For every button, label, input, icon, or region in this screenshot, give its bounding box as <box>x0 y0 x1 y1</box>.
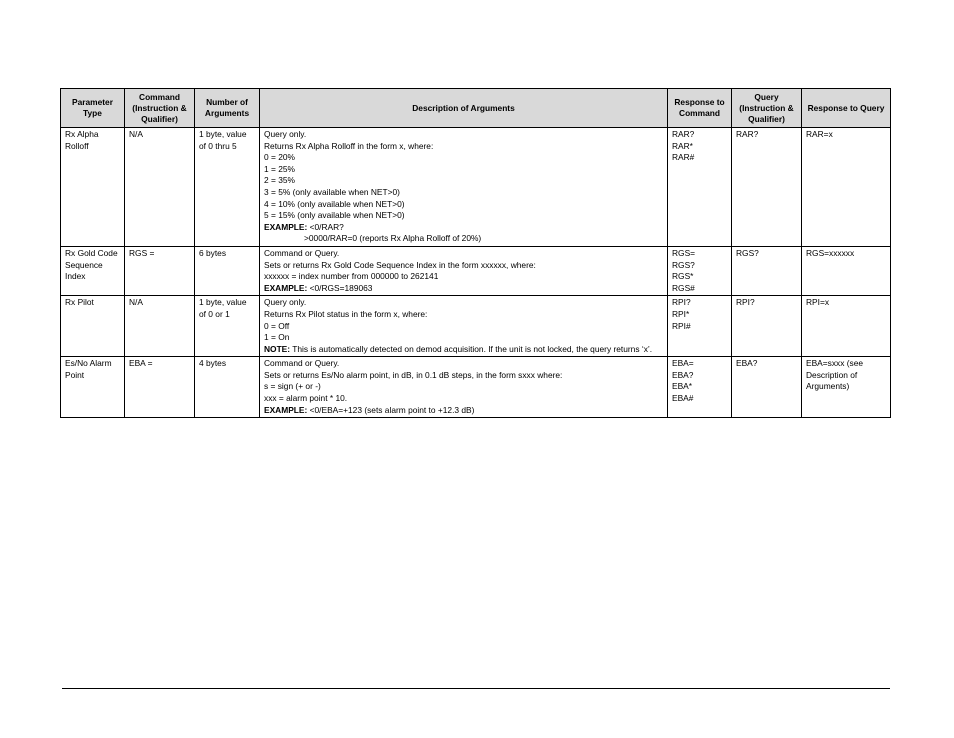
desc-line: xxx = alarm point * 10. <box>264 393 348 404</box>
desc-line: 4 = 10% (only available when NET>0) <box>264 198 405 209</box>
desc-line: Command or Query. <box>264 247 340 258</box>
example-continuation: >0000/RAR=0 (reports Rx Alpha Rolloff of 20%) <box>304 233 482 244</box>
desc-line: 0 = Off <box>264 320 290 331</box>
example-text: <0/RGS=189063 <box>307 282 373 293</box>
command-table <box>60 88 891 418</box>
desc-line: Returns Rx Alpha Rolloff in the form x, where: <box>264 140 434 151</box>
response-item: RGS# <box>672 282 695 293</box>
arguments-cell: 4 bytes <box>195 357 260 418</box>
query-response-cell: RGS=xxxxxx <box>802 246 891 295</box>
desc-line: 3 = 5% (only available when NET>0) <box>264 186 400 197</box>
command-cell: RGS = <box>125 246 195 295</box>
table-row <box>61 128 891 247</box>
description-cell <box>260 357 668 418</box>
query-response-cell: RPI=x <box>802 296 891 357</box>
footer-rule <box>62 688 890 689</box>
response-item: EBA? <box>672 369 694 380</box>
header-number-of-arguments: Number of Arguments <box>195 89 260 128</box>
response-item: RAR* <box>672 140 693 151</box>
query-cell: RAR? <box>732 128 802 247</box>
response-item: RPI# <box>672 320 691 331</box>
description-cell <box>260 246 668 295</box>
desc-line: Command or Query. <box>264 358 340 369</box>
param-type-cell: Rx Pilot <box>61 296 125 357</box>
arguments-cell: 1 byte, value of 0 thru 5 <box>195 128 260 247</box>
table-row <box>61 296 891 357</box>
desc-line: Query only. <box>264 297 307 308</box>
command-cell: EBA = <box>125 357 195 418</box>
query-cell: EBA? <box>732 357 802 418</box>
response-item: EBA* <box>672 381 693 392</box>
description-cell <box>260 128 668 247</box>
desc-line: Sets or returns Es/No alarm point, in dB, in 0.1 dB steps, in the form sxxx where: <box>264 369 563 380</box>
note-line <box>264 344 663 356</box>
response-item: RPI? <box>672 297 691 308</box>
desc-line: xxxxxx = index number from 000000 to 262141 <box>264 271 439 282</box>
response-item: RGS? <box>672 259 695 270</box>
desc-line: Query only. <box>264 129 307 139</box>
response-item: RPI* <box>672 308 690 319</box>
desc-line: s = sign (+ or -) <box>264 381 321 392</box>
query-cell: RPI? <box>732 296 802 357</box>
desc-line: 2 = 35% <box>264 175 295 186</box>
desc-line: 0 = 20% <box>264 152 295 163</box>
response-cell <box>668 128 732 247</box>
desc-line: Returns Rx Pilot status in the form x, where: <box>264 308 428 319</box>
header-query: Query (Instruction & Qualifier) <box>732 89 802 128</box>
example-text: <0/EBA=+123 (sets alarm point to +12.3 dB) <box>307 404 475 415</box>
arguments-cell: 6 bytes <box>195 246 260 295</box>
param-type-cell: Rx Gold Code Sequence Index <box>61 246 125 295</box>
response-cell <box>668 296 732 357</box>
desc-line: 5 = 15% (only available when NET>0) <box>264 210 405 221</box>
param-type-cell: Es/No Alarm Point <box>61 357 125 418</box>
table-row <box>61 246 891 295</box>
table-row <box>61 357 891 418</box>
header-response-to-command: Response to Command <box>668 89 732 128</box>
response-cell <box>668 246 732 295</box>
response-item: RAR? <box>672 129 695 139</box>
response-item: RAR# <box>672 152 695 163</box>
note-text: This is automatically detected on demod acquisition. If the unit is not locked, the query returns ‘x’. <box>290 343 653 354</box>
desc-line: 1 = 25% <box>264 163 295 174</box>
example-label: EXAMPLE: <box>264 221 308 232</box>
example-text: <0/RAR? <box>307 221 344 232</box>
query-response-cell: EBA=sxxx (see Description of Arguments) <box>802 357 891 418</box>
header-response-to-query: Response to Query <box>802 89 891 128</box>
arguments-cell: 1 byte, value of 0 or 1 <box>195 296 260 357</box>
example-label: EXAMPLE: <box>264 404 308 415</box>
command-cell: N/A <box>125 128 195 247</box>
query-cell: RGS? <box>732 246 802 295</box>
example-line <box>264 405 663 417</box>
example-label: EXAMPLE: <box>264 282 308 293</box>
response-cell <box>668 357 732 418</box>
param-type-cell: Rx Alpha Rolloff <box>61 128 125 247</box>
command-cell: N/A <box>125 296 195 357</box>
note-label: NOTE: <box>264 343 291 354</box>
response-item: EBA= <box>672 358 694 369</box>
example-line <box>264 283 663 295</box>
header-description: Description of Arguments <box>260 89 668 128</box>
example-line <box>264 222 663 234</box>
header-command: Command (Instruction & Qualifier) <box>125 89 195 128</box>
desc-line: 1 = On <box>264 332 290 343</box>
response-item: RGS= <box>672 247 696 258</box>
response-item: RGS* <box>672 271 694 282</box>
response-item: EBA# <box>672 393 694 404</box>
header-parameter-type: Parameter Type <box>61 89 125 128</box>
query-response-cell: RAR=x <box>802 128 891 247</box>
description-cell <box>260 296 668 357</box>
desc-line: Sets or returns Rx Gold Code Sequence Index in the form xxxxxx, where: <box>264 259 536 270</box>
header-row <box>61 89 891 128</box>
